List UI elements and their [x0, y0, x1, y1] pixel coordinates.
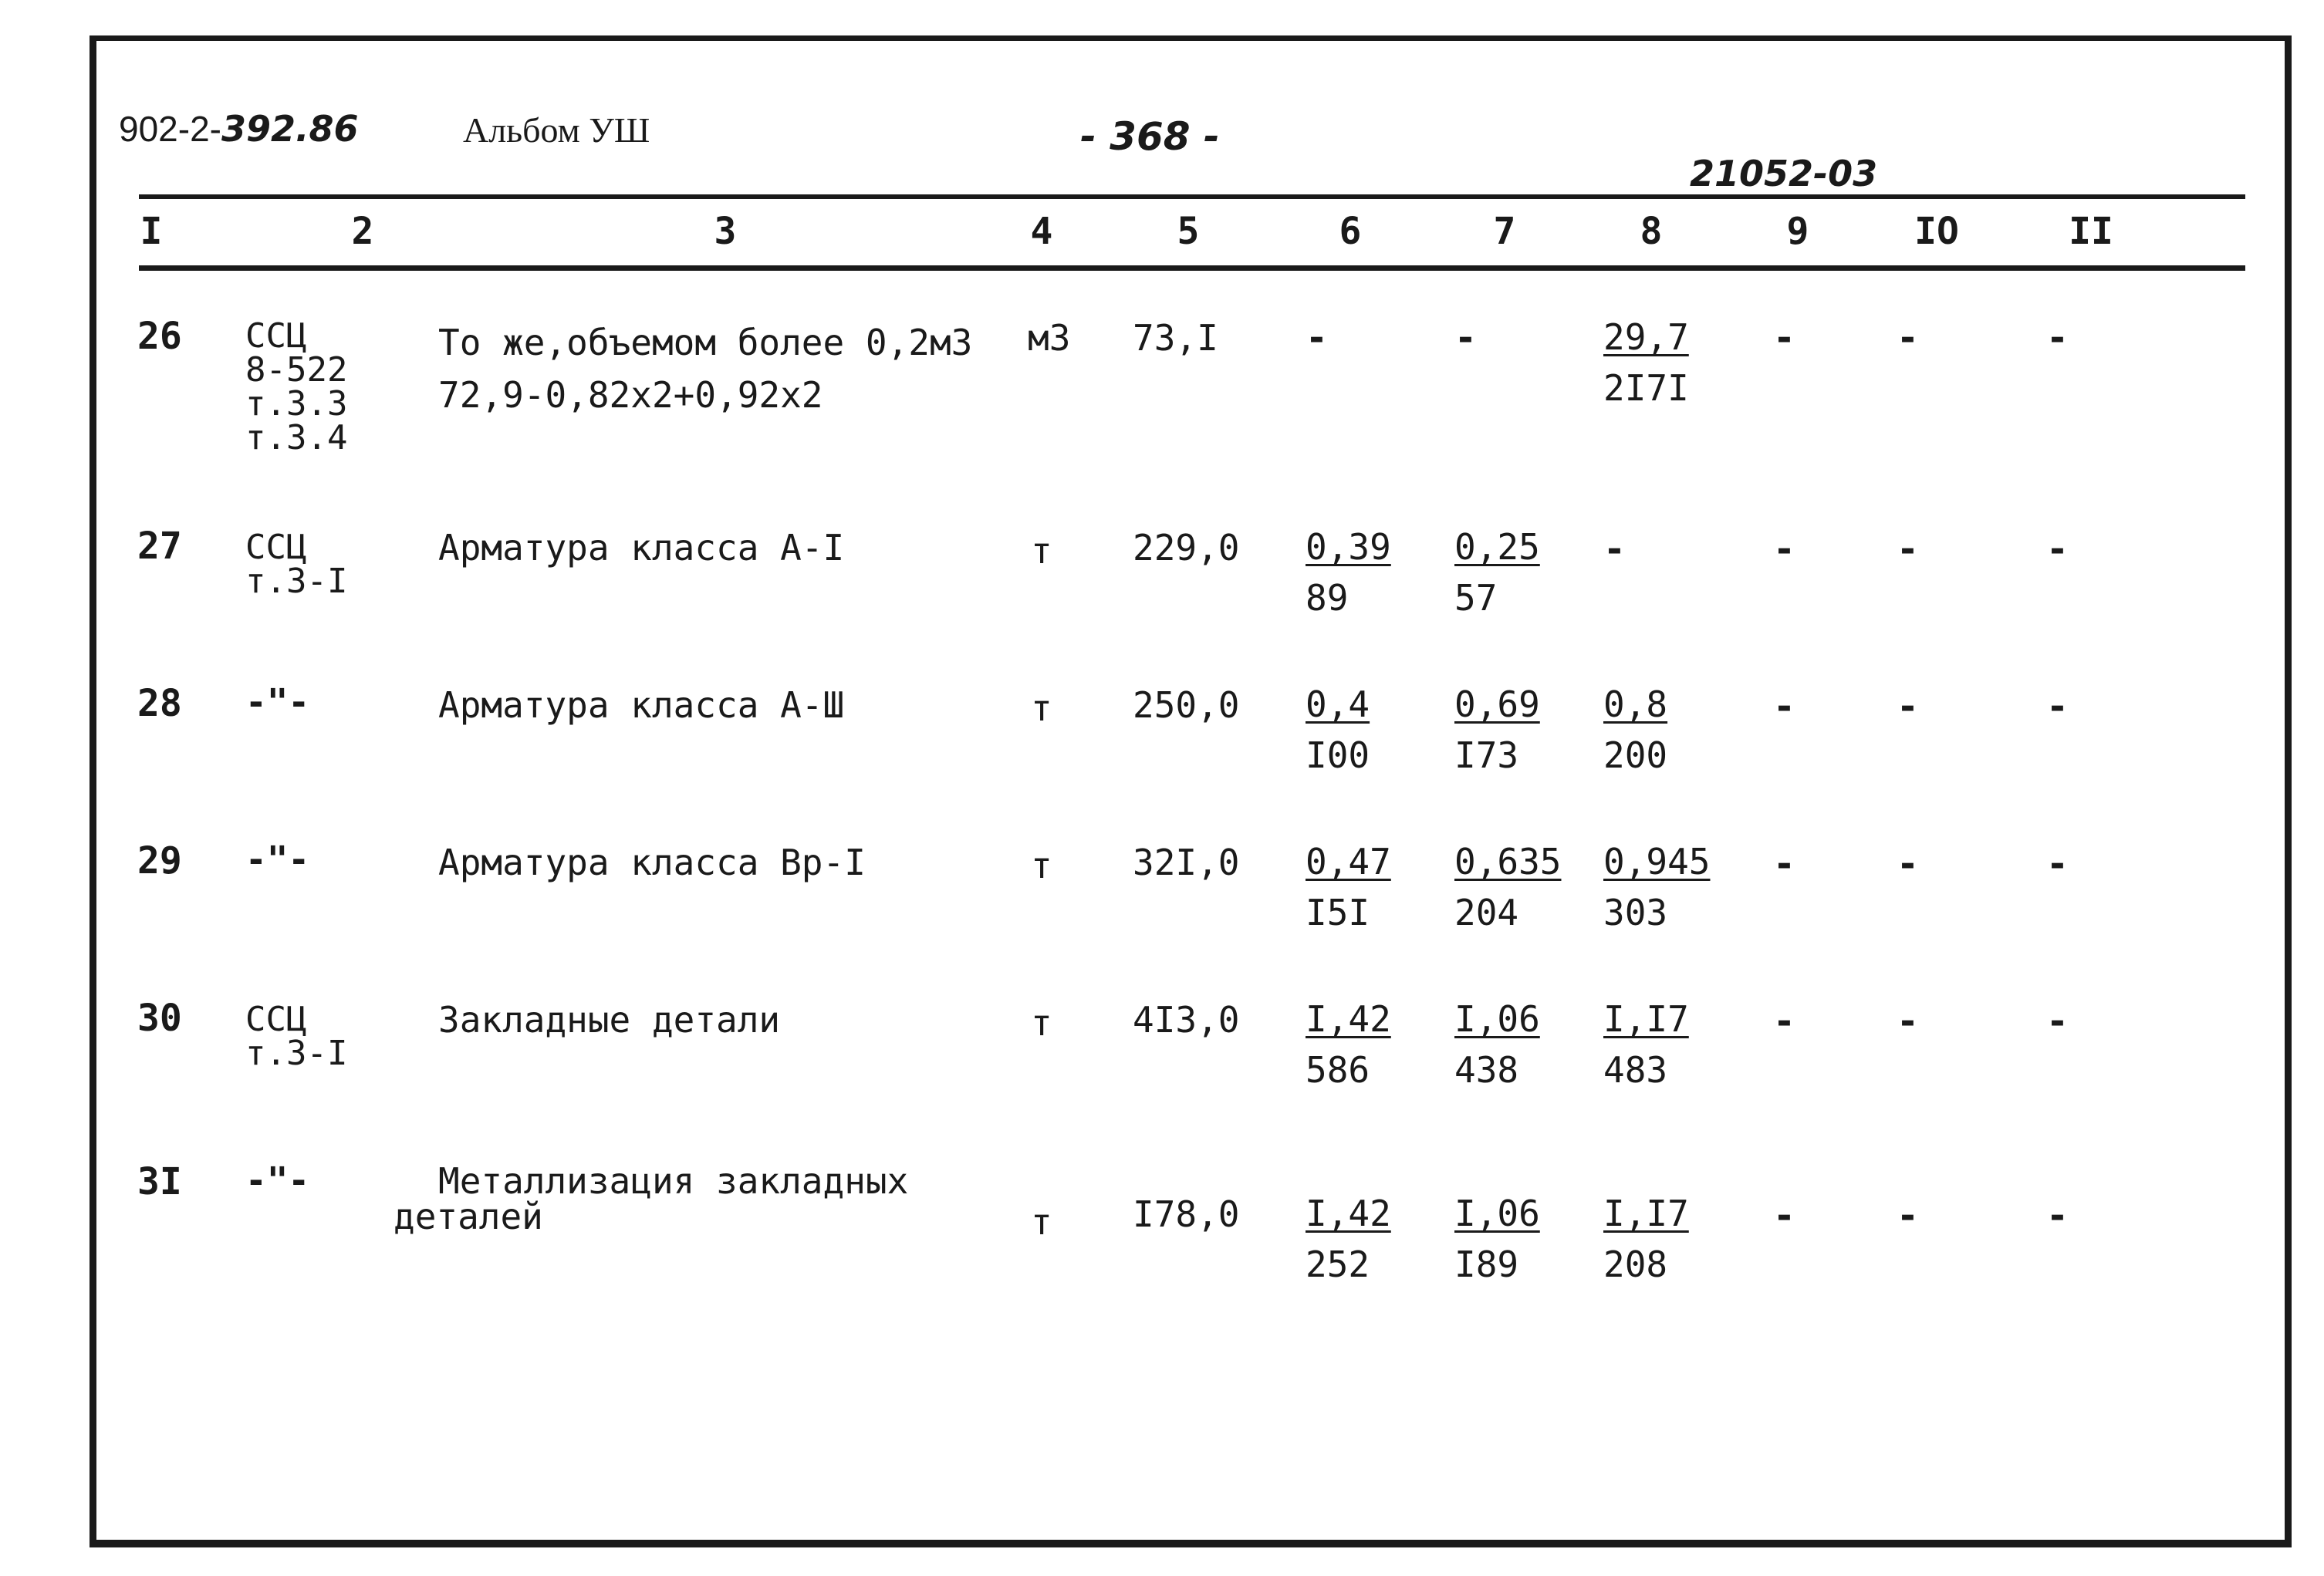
code-line: т.3-I [245, 1034, 348, 1073]
row-c6: - [1306, 316, 1328, 359]
row-number: 27 [137, 525, 182, 568]
row-code: -"- [245, 681, 310, 723]
album-label: Альбом УШ [463, 110, 650, 150]
doc-code-printed: 902-2- [119, 109, 221, 149]
c6-top: 0,47 [1306, 841, 1391, 882]
row-code [245, 1000, 348, 1073]
row-c6 [1306, 1188, 1391, 1290]
row-c8: - [1603, 528, 1626, 571]
row-unit: т [1031, 1002, 1052, 1044]
row-c8 [1603, 679, 1667, 781]
c6-bottom: 586 [1306, 1049, 1370, 1091]
name-line: деталей [394, 1196, 543, 1237]
col-header-6: 6 [1339, 210, 1362, 253]
c8-top: 29,7 [1603, 316, 1689, 358]
row-c11: - [2046, 316, 2069, 359]
col-header-3: 3 [714, 210, 737, 253]
row-unit: м3 [1028, 317, 1071, 359]
code-line: ССЦ [245, 316, 307, 356]
row-c10: - [1897, 528, 1919, 571]
row-code: -"- [245, 1159, 310, 1201]
code-line: т.3.4 [245, 418, 348, 457]
col-header-8: 8 [1640, 210, 1663, 253]
row-c7 [1454, 1188, 1540, 1290]
c7-top: I,06 [1454, 1193, 1540, 1234]
row-c10: - [1897, 316, 1919, 359]
row-quantity: 4I3,0 [1133, 999, 1240, 1041]
row-c10: - [1897, 842, 1919, 886]
row-code [245, 528, 348, 601]
code-line: т.3-I [245, 562, 348, 601]
c8-bottom: 200 [1603, 734, 1668, 776]
col-header-7: 7 [1493, 210, 1516, 253]
row-number: 28 [137, 682, 182, 725]
row-unit: т [1031, 845, 1052, 886]
c6-bottom: I5I [1306, 892, 1370, 933]
stamp-number: 21052-03 [1690, 153, 1878, 194]
page-number: - 368 - [1080, 114, 1220, 159]
row-c10: - [1897, 685, 1919, 728]
row-c6 [1306, 679, 1370, 781]
row-c9: - [1773, 842, 1795, 886]
row-c6 [1306, 994, 1391, 1095]
row-name: Закладные детали [438, 999, 781, 1041]
code-line: ССЦ [245, 1000, 307, 1039]
row-c9: - [1773, 1000, 1795, 1043]
row-quantity: 73,I [1133, 317, 1218, 359]
row-name: Арматура класса Вр-I [438, 842, 866, 883]
row-c7 [1454, 836, 1561, 938]
c6-top: I,42 [1306, 998, 1391, 1040]
c6-bottom: 89 [1306, 577, 1349, 619]
c7-top: 0,635 [1454, 841, 1562, 882]
c8-bottom: 208 [1603, 1244, 1668, 1285]
col-header-11: II [2069, 210, 2113, 253]
row-quantity: 229,0 [1133, 527, 1240, 569]
code-line: т.3.3 [245, 384, 348, 424]
c8-top: 0,945 [1603, 841, 1711, 882]
c6-top: I,42 [1306, 1193, 1391, 1234]
c6-bottom: 252 [1306, 1244, 1370, 1285]
doc-code-handwritten: 392.86 [221, 108, 359, 150]
doc-code [119, 108, 358, 150]
row-c8 [1603, 1188, 1689, 1290]
c6-bottom: I00 [1306, 734, 1370, 776]
row-c11: - [2046, 842, 2069, 886]
row-c11: - [2046, 1000, 2069, 1043]
c7-bottom: I89 [1454, 1244, 1519, 1285]
c7-top: 0,69 [1454, 683, 1540, 725]
row-code: -"- [245, 839, 310, 880]
c7-bottom: 438 [1454, 1049, 1519, 1091]
c7-bottom: 204 [1454, 892, 1519, 933]
page-frame [90, 35, 2292, 1547]
c7-top: I,06 [1454, 998, 1540, 1040]
c8-top: I,I7 [1603, 1193, 1689, 1234]
header-bottom-rule [139, 265, 2245, 271]
row-unit: т [1031, 1201, 1052, 1243]
c8-top: 0,8 [1603, 683, 1668, 725]
row-c7 [1454, 994, 1540, 1095]
col-header-1: I [140, 210, 163, 253]
row-number: 30 [137, 997, 182, 1040]
code-line: 8-522 [245, 350, 348, 390]
col-header-9: 9 [1786, 210, 1809, 253]
row-c9: - [1773, 1194, 1795, 1237]
row-c6 [1306, 521, 1391, 623]
c8-bottom: 2I7I [1603, 367, 1689, 409]
row-c7 [1454, 521, 1540, 623]
row-code [245, 316, 348, 457]
row-c8 [1603, 312, 1689, 413]
row-c9: - [1773, 685, 1795, 728]
name-line: То же,объемом более 0,2м3 [438, 322, 973, 363]
col-header-5: 5 [1177, 210, 1200, 253]
c8-bottom: 303 [1603, 892, 1668, 933]
row-name [394, 1160, 909, 1237]
row-quantity: 32I,0 [1133, 842, 1240, 883]
row-unit: т [1031, 687, 1052, 729]
name-line: Металлизация закладных [438, 1160, 909, 1202]
row-quantity: I78,0 [1133, 1193, 1240, 1235]
row-c11: - [2046, 1194, 2069, 1237]
row-name: Арматура класса А-I [438, 527, 845, 569]
row-name [438, 316, 972, 421]
row-c9: - [1773, 528, 1795, 571]
c7-bottom: 57 [1454, 577, 1498, 619]
row-c10: - [1897, 1000, 1919, 1043]
row-unit: т [1031, 530, 1052, 572]
name-line: 72,9-0,82x2+0,92x2 [438, 374, 823, 416]
row-number: 3I [137, 1160, 182, 1203]
row-c7: - [1454, 316, 1477, 359]
row-c11: - [2046, 528, 2069, 571]
col-header-10: IO [1914, 210, 1959, 253]
code-line: ССЦ [245, 528, 307, 567]
row-number: 29 [137, 839, 182, 882]
row-c11: - [2046, 685, 2069, 728]
row-c8 [1603, 994, 1689, 1095]
row-c10: - [1897, 1194, 1919, 1237]
row-c8 [1603, 836, 1710, 938]
col-header-4: 4 [1030, 210, 1053, 253]
c7-top: 0,25 [1454, 526, 1540, 568]
c6-top: 0,39 [1306, 526, 1391, 568]
c8-bottom: 483 [1603, 1049, 1668, 1091]
row-name: Арматура класса А-Ш [438, 684, 845, 726]
row-number: 26 [137, 315, 182, 358]
row-c7 [1454, 679, 1540, 781]
header-top-rule [139, 194, 2245, 199]
row-c6 [1306, 836, 1391, 938]
row-c9: - [1773, 316, 1795, 359]
row-quantity: 250,0 [1133, 684, 1240, 726]
col-header-2: 2 [351, 210, 374, 253]
c6-top: 0,4 [1306, 683, 1370, 725]
c8-top: I,I7 [1603, 998, 1689, 1040]
c7-bottom: I73 [1454, 734, 1519, 776]
